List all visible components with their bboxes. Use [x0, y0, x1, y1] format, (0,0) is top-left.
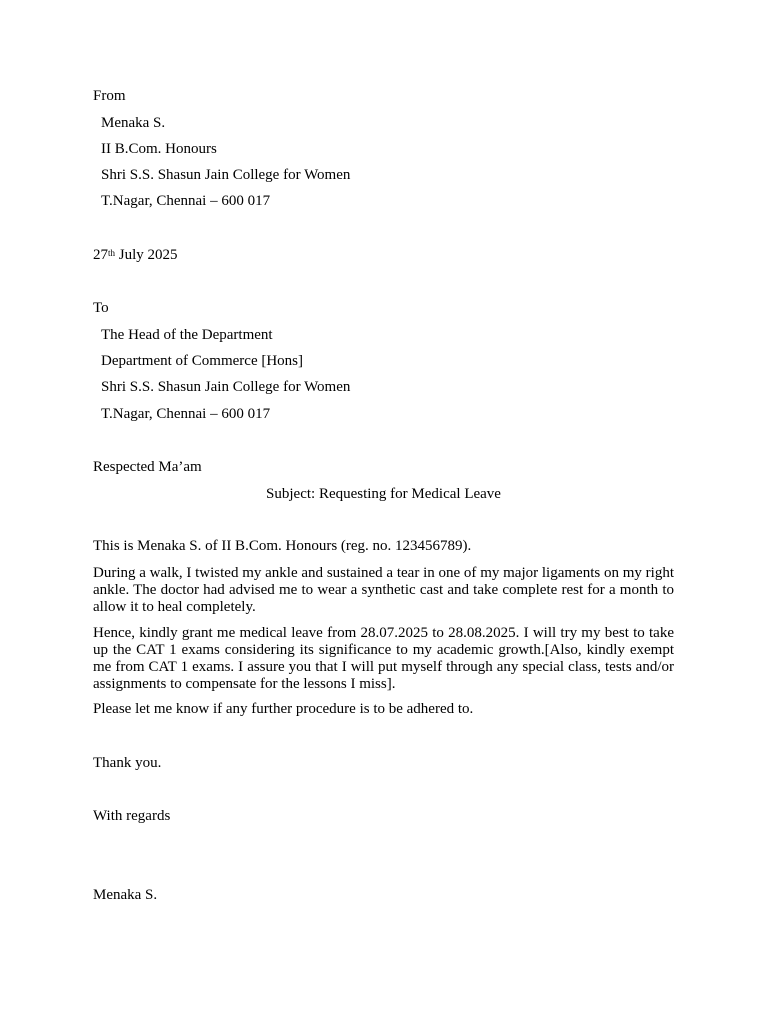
body-paragraph-intro: This is Menaka S. of II B.Com. Honours (reg. no. 123456789).	[93, 538, 472, 554]
recipient-college: Shri S.S. Shasun Jain College for Women	[101, 379, 351, 395]
closing-line: With regards	[93, 808, 171, 824]
sender-college: Shri S.S. Shasun Jain College for Women	[101, 167, 351, 183]
date-suffix: th	[108, 248, 116, 258]
date-rest: July 2025	[115, 247, 178, 263]
body-paragraph-request: Hence, kindly grant me medical leave from 28.07.2025 to 28.08.2025. I will try my best to take up the CAT 1 exams considering its significance to my academic growth.[Also, kindly exempt me from CAT 1 exams. I assure you that I will put myself through any special class, tests and/or assignments to compensate for the lessons I miss].	[93, 625, 674, 692]
recipient-address: T.Nagar, Chennai – 600 017	[101, 406, 271, 422]
from-label: From	[93, 88, 126, 104]
signature-name: Menaka S.	[93, 887, 158, 903]
recipient-title: The Head of the Department	[101, 327, 273, 343]
sender-course: II B.Com. Honours	[101, 141, 217, 157]
thanks-line: Thank you.	[93, 755, 162, 771]
body-paragraph-procedure: Please let me know if any further procedure is to be adhered to.	[93, 701, 474, 717]
to-label: To	[93, 300, 109, 316]
date-day: 27	[93, 247, 108, 263]
recipient-department: Department of Commerce [Hons]	[101, 353, 304, 369]
sender-address: T.Nagar, Chennai – 600 017	[101, 193, 271, 209]
body-paragraph-injury: During a walk, I twisted my ankle and sustained a tear in one of my major ligaments on my right ankle. The doctor had advised me to wear a synthetic cast and take complete rest for a month to allow it to heal completely.	[93, 565, 674, 615]
subject-line: Subject: Requesting for Medical Leave	[266, 486, 501, 502]
salutation: Respected Ma’am	[93, 459, 202, 475]
letter-date	[93, 246, 178, 264]
sender-name: Menaka S.	[101, 115, 166, 131]
